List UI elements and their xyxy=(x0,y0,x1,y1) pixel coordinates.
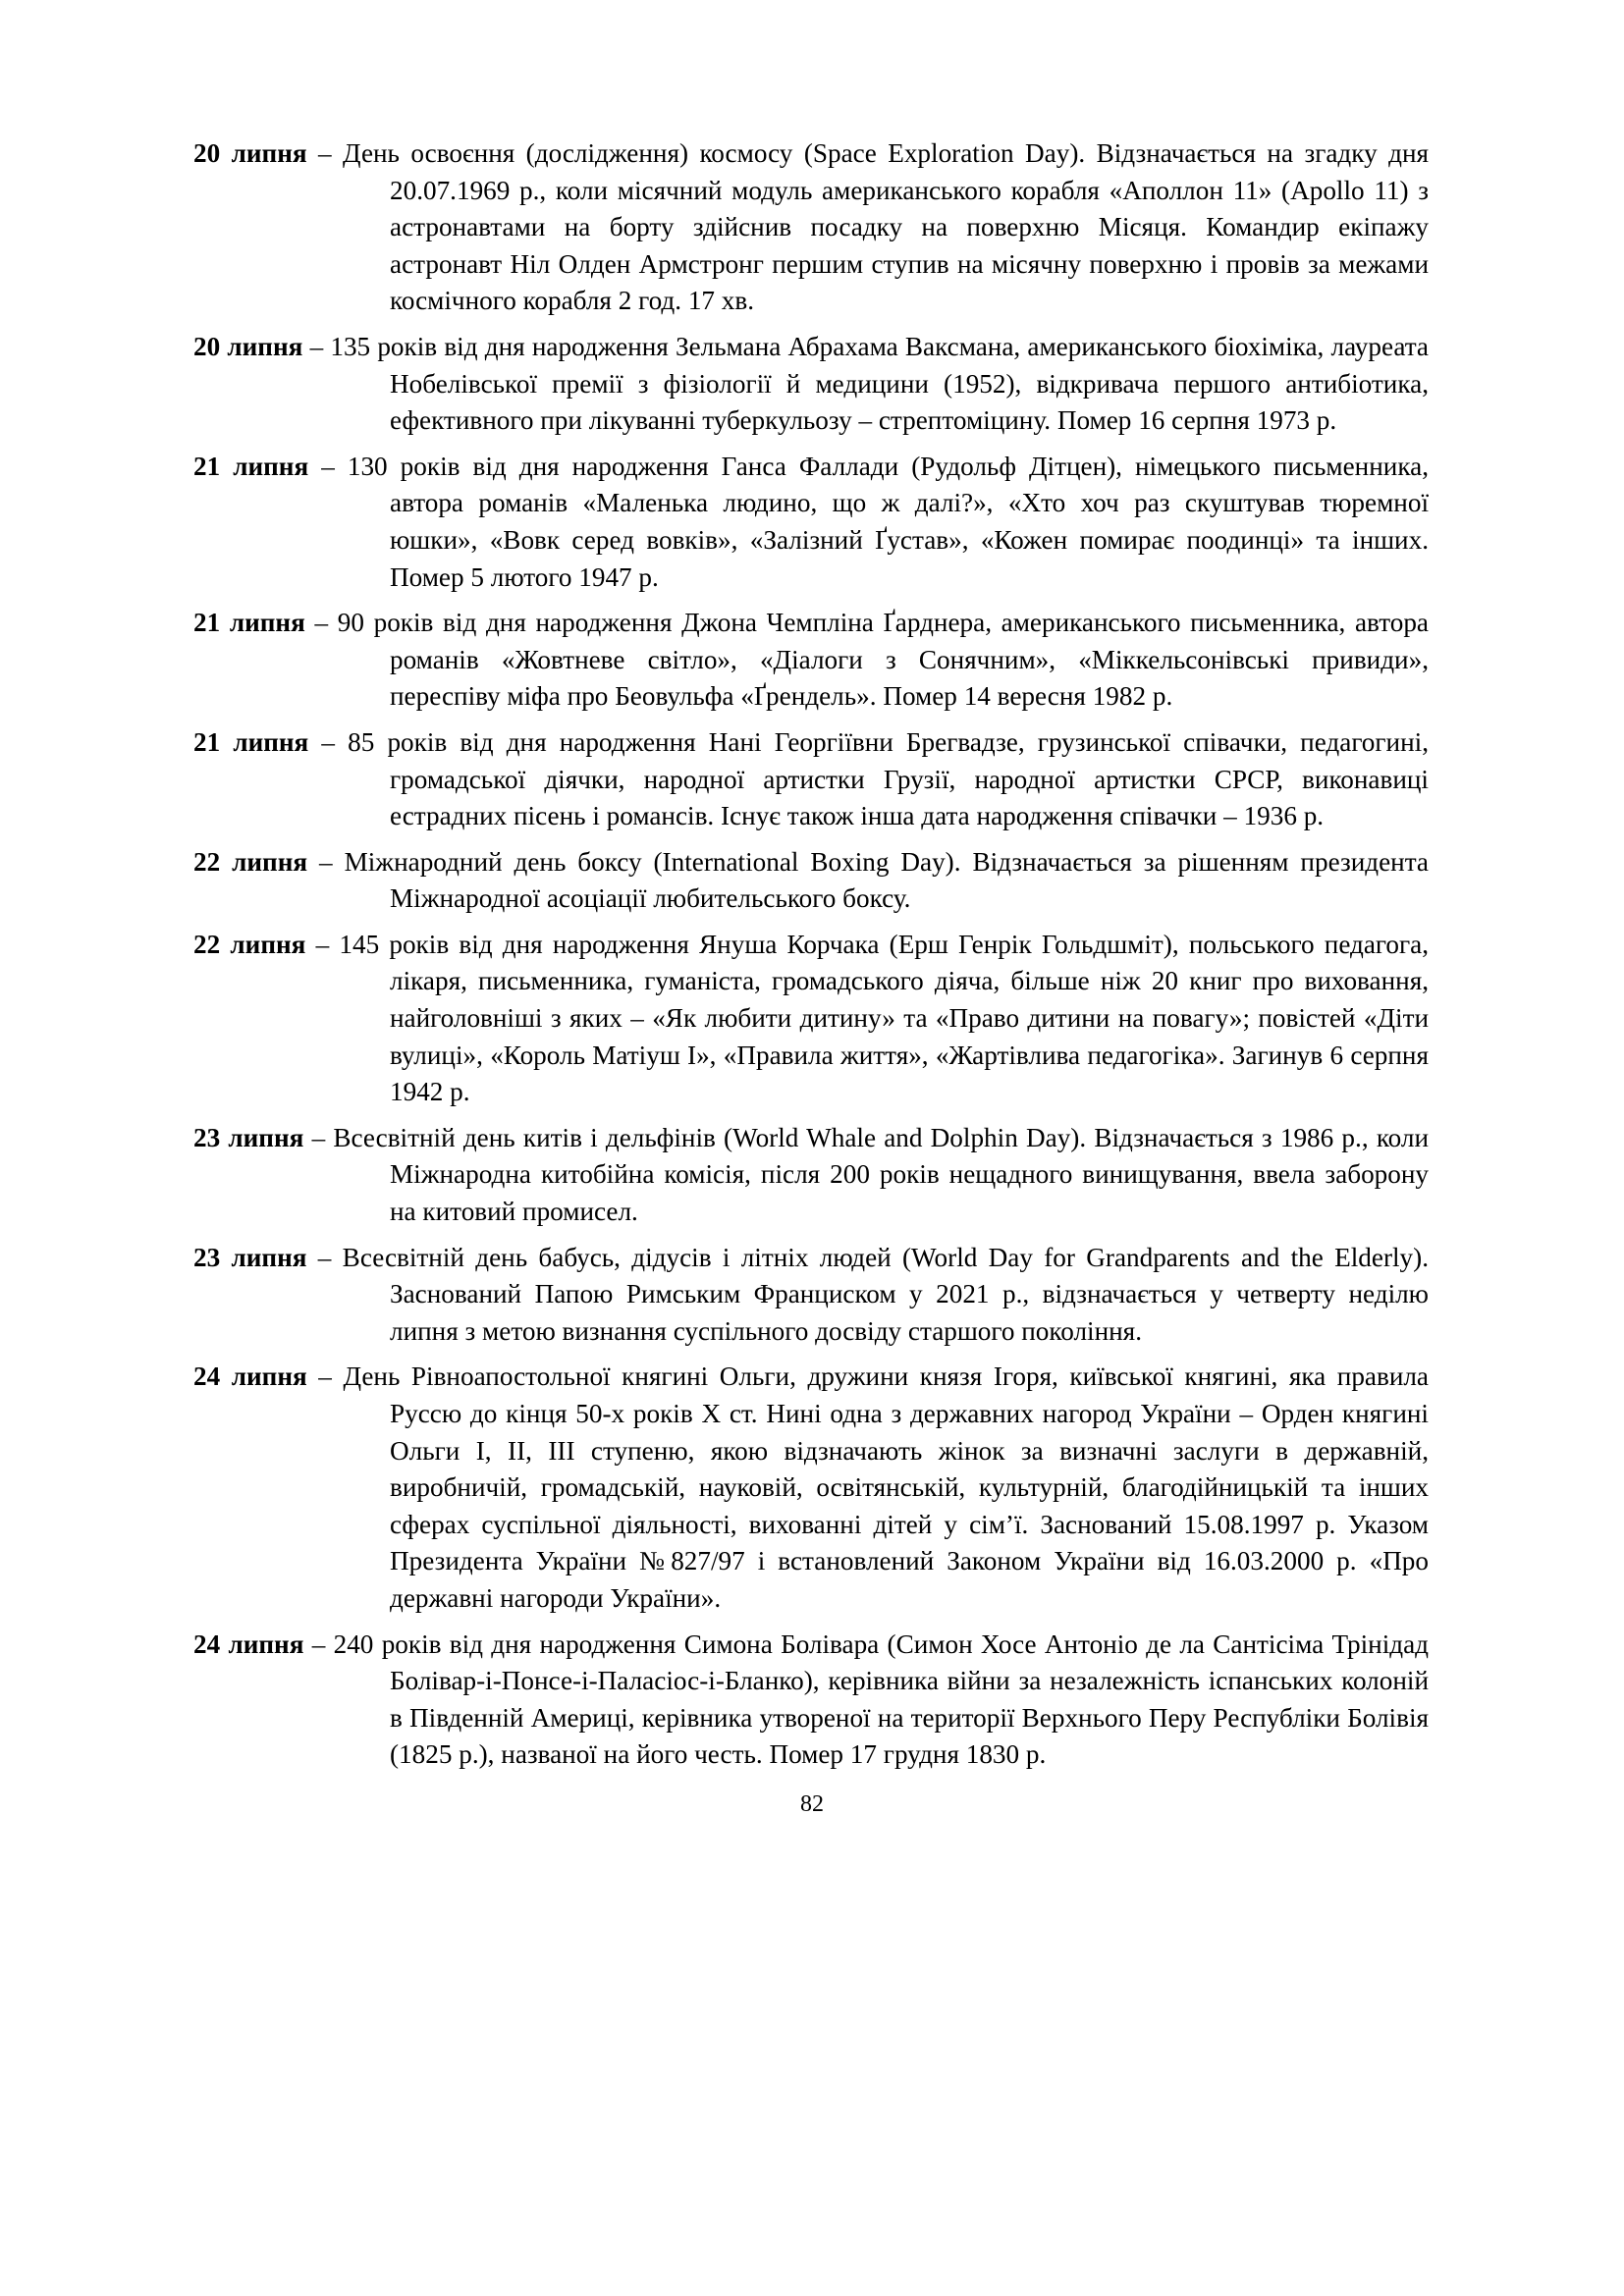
entry-text: – 145 років від дня народження Януша Корчака (Ерш Генрік Гольдшміт), польського педагога, лікаря, письменника, гуманіста, громадського діяча, більше ніж 20 книг про виховання, найголовніші з яких – «Як любити дитину» та «Право дитини на повагу»; повістей «Діти вулиці», «Король Матіуш І», «Правила життя», «Жартівлива педагогіка». Загинув 6 серпня 1942 р. xyxy=(315,929,1430,1107)
calendar-entry xyxy=(193,1627,1429,1774)
calendar-entry xyxy=(193,449,1429,596)
entry-date: 22 липня xyxy=(193,846,308,877)
calendar-entry xyxy=(193,1120,1429,1231)
entry-date: 23 липня xyxy=(193,1242,307,1272)
calendar-entry xyxy=(193,329,1429,440)
entry-date: 20 липня xyxy=(193,138,307,168)
entry-text: – Міжнародний день боксу (International Boxing Day). Відзначається за рішенням президента Міжнародної асоціації любительського боксу. xyxy=(319,846,1429,914)
calendar-entry xyxy=(193,135,1429,320)
calendar-entry xyxy=(193,605,1429,716)
page-body xyxy=(193,135,1429,1783)
entry-text: – 135 років від дня народження Зельмана Абрахама Ваксмана, американського біохіміка, лауреата Нобелівської премії з фізіології й медицини (1952), відкривача першого антибіотика, ефективного при лікуванні туберкульозу – стрептоміцину. Помер 16 серпня 1973 р. xyxy=(309,331,1429,436)
calendar-entry xyxy=(193,1359,1429,1617)
entry-text: – День освоєння (дослідження) космосу (Space Exploration Day). Відзначається на згадку дня 20.07.1969 р., коли місячний модуль американського корабля «Аполлон 11» (Apollo 11) з астронавтами на борту здійснив посадку на поверхню Місяця. Командир екіпажу астронавт Ніл Олден Армстронг першим ступив на місячну поверхню і провів за межами космічного корабля 2 год. 17 хв. xyxy=(318,138,1429,316)
calendar-entry xyxy=(193,724,1429,835)
entry-date: 24 липня xyxy=(193,1629,304,1659)
entry-date: 23 липня xyxy=(193,1122,304,1152)
entry-date: 22 липня xyxy=(193,929,306,959)
calendar-entry xyxy=(193,844,1429,918)
entry-date: 21 липня xyxy=(193,451,309,481)
entry-text: – Всесвітній день бабусь, дідусів і літніх людей (World Day for Grandparents and the Elderly). Заснований Папою Римським Франциском у 2021 р., відзначається у четверту неділю липня з метою визнання суспільного досвіду старшого покоління. xyxy=(317,1242,1429,1346)
entry-date: 21 липня xyxy=(193,726,309,757)
entry-text: – 90 років від дня народження Джона Чемпліна Ґарднера, американського письменника, автора романів «Жовтневе світло», «Діалоги з Сонячним», «Міккельсонівські привиди», переспіву міфа про Беовульфа «Ґрендель». Помер 14 вересня 1982 р. xyxy=(314,608,1429,712)
entry-date: 24 липня xyxy=(193,1362,307,1392)
entry-date: 21 липня xyxy=(193,608,305,638)
entry-text: – Всесвітній день китів і дельфінів (World Whale and Dolphin Day). Відзначається з 1986 р., коли Міжнародна китобійна комісія, після 200 років нещадного винищування, ввела заборону на китовий промисел. xyxy=(311,1122,1429,1227)
entry-text: – День Рівноапостольної княгині Ольги, дружини князя Ігоря, київської княгині, яка правила Руссю до кінця 50-х років Х ст. Нині одна з державних нагород України – Орден княгині Ольги I, II, III ступеню, якою відзначають жінок за визначні заслуги в державній, виробничій, громадській, науковій, освітянській, культурній, благодійницькій та інших сферах суспільної діяльності, вихованні дітей у сім’ї. Заснований 15.08.1997 р. Указом Президента України №827/97 і встановлений Законом України від 16.03.2000 р. «Про державні нагороди України». xyxy=(318,1362,1430,1613)
entry-text: – 240 років від дня народження Симона Болівара (Симон Хосе Антоніо де ла Сантісіма Трінідад Болівар-і-Понсе-і-Паласіос-і-Бланко), керівника війни за незалежність іспанських колоній в Південній Америці, керівника утвореної на території Верхнього Перу Республіки Болівія (1825 р.), названої на його честь. Помер 17 грудня 1830 р. xyxy=(311,1629,1429,1770)
entry-date: 20 липня xyxy=(193,331,303,361)
page-number: 82 xyxy=(800,1791,824,1817)
entry-text: – 85 років від дня народження Нані Георгіївни Брегвадзе, грузинської співачки, педагогині, громадської діячки, народної артистки Грузії, народної артистки СРСР, виконавиці естрадних пісень і романсів. Існує також інша дата народження співачки – 1936 р. xyxy=(321,726,1429,831)
calendar-entry xyxy=(193,927,1429,1111)
calendar-entry xyxy=(193,1240,1429,1351)
entry-text: – 130 років від дня народження Ганса Фаллади (Рудольф Дітцен), німецького письменника, автора романів «Маленька людино, що ж далі?», «Хто хоч раз скуштував тюремної юшки», «Вовк серед вовків», «Залізний Ґустав», «Кожен помирає поодинці» та інших. Помер 5 лютого 1947 р. xyxy=(321,451,1429,592)
